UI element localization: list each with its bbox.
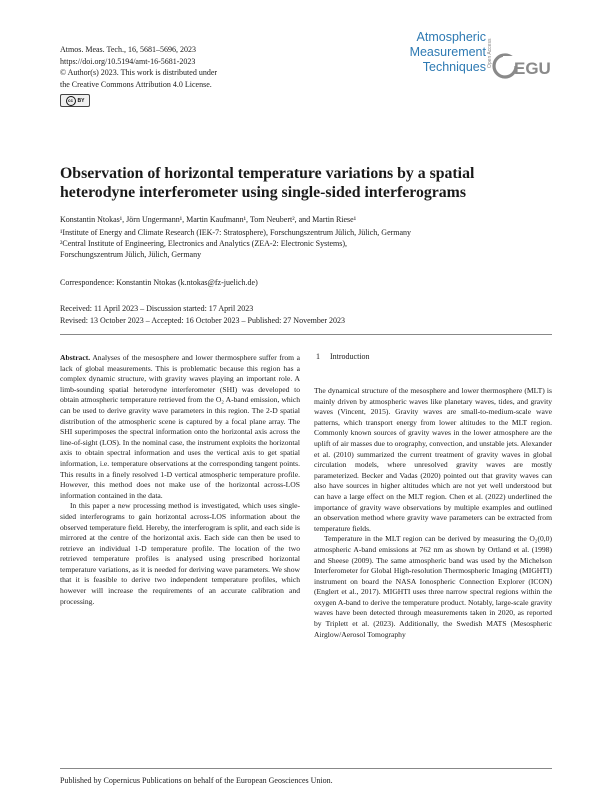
cc-by-license-badge[interactable]: [60, 94, 90, 107]
egu-logo-text: EGU: [514, 59, 551, 78]
abstract-paragraph-2: In this paper a new processing method is investigated, which uses single-sided interferograms to gain horizontal across-LOS information about the observed temperature field. Hereby, the interferogram is split, and each side is mirrored at the centre of the horizontal axis. Each side can then be used to retrieve an individual 1-D temperature profile. The location of the two retrieved temperature profiles is analysed using prescribed horizontal temperature variations, as it is needed for deriving wave parameters. We show that it is feasible to derive two independent temperature profiles, which however will increase the requirements of an accurate calibration and processing.: [60, 501, 300, 606]
journal-reference: Atmos. Meas. Tech., 16, 5681–5696, 2023: [60, 45, 196, 54]
header-divider: [60, 334, 552, 335]
introduction-body: [314, 386, 552, 640]
copyright-notice: © Author(s) 2023. This work is distributed under: [60, 68, 218, 77]
section-title: Introduction: [330, 352, 370, 361]
affiliation-1: ¹Institute of Energy and Climate Research (IEK-7: Stratosphere), Forschungszentrum Jülich, Jülich, Germany: [60, 228, 412, 237]
publisher-footer: Published by Copernicus Publications on behalf of the European Geosciences Union.: [60, 776, 333, 785]
revised-date: Revised: 13 October 2023 – Accepted: 16 October 2023 – Published: 27 November 2023: [60, 315, 346, 325]
author-list: Konstantin Ntokas¹, Jörn Ungermann¹, Martin Kaufmann¹, Tom Neubert², and Martin Riese¹: [60, 215, 357, 224]
abstract-label: Abstract.: [60, 353, 91, 362]
abstract: [60, 353, 300, 607]
section-heading-introduction: [316, 352, 370, 361]
by-icon: BY: [77, 97, 85, 104]
intro-paragraph-2: Temperature in the MLT region can be derived by measuring the O₂(0,0) atmospheric A-band emissions at 762 nm as shown by Ortland et al. (1998) and Sheese (2009). The same atmospheric band was used by the Michelson Interferometer for Global High-resolution Thermospheric Imaging (MIGHTI) instrument on board the NASA Ionospheric Connection Explorer (ICON) (Englert et al., 2017). MIGHTI uses three narrow spectral regions within the oxygen A-band to derive the temperature product. Notably, large-scale gravity waves have been detected through measurements taken in 2020, as reported by Triplett et al. (2023). Additionally, the Swedish MATS (Mesospheric Airglow/Aerosol Tomography: [314, 534, 552, 639]
correspondence: Correspondence: Konstantin Ntokas (k.ntokas@fz-juelich.de): [60, 278, 258, 287]
title-line-2: heterodyne interferometer using single-sided interferograms: [60, 184, 466, 201]
egu-logo: [485, 38, 551, 84]
journal-brand: [390, 30, 486, 75]
affiliations: [60, 227, 560, 260]
open-access-text: Open Access: [487, 38, 493, 68]
brand-line-3: Techniques: [422, 60, 486, 74]
article-metadata: [60, 44, 360, 90]
license-notice: the Creative Commons Attribution 4.0 License.: [60, 79, 212, 89]
affiliation-2a: ²Central Institute of Engineering, Electronics and Analytics (ZEA-2: Electronic Systems),: [60, 239, 347, 248]
intro-paragraph-1: The dynamical structure of the mesosphere and lower thermosphere (MLT) is mainly driven by atmospheric waves like planetary waves, tides, and gravity waves (Vincent, 2015). Gravity waves are small-to-medium-scale wave patterns, which transport energy from lower altitudes to the MLT region. Commonly known sources of gravity waves in the lower atmosphere are the uplift of air masses due to orography, convection, and unstable jets. Alexander et al. (2010) summarized the current treatment of gravity waves in global circulation models, where unresolved gravity waves are mostly parameterized. Becker and Vadas (2020) pointed out that gravity waves can also have sources in higher altitudes which are not yet well understood but can have a large effect on the MLT region. Chen et al. (2022) underlined the importance of gravity wave observations by multiple examples and outlined an observation method where gravity wave parameters can be extracted from temperature fields.: [314, 386, 552, 533]
doi-link[interactable]: https://doi.org/10.5194/amt-16-5681-2023: [60, 56, 196, 66]
publication-dates: [60, 303, 560, 326]
brand-line-2: Measurement: [409, 45, 486, 59]
footer-divider: [60, 768, 552, 769]
title-line-1: Observation of horizontal temperature variations by a spatial: [60, 165, 475, 182]
affiliation-2b: Forschungszentrum Jülich, Jülich, Germany: [60, 250, 202, 259]
paper-title: [60, 164, 560, 202]
abstract-paragraph-1: Abstract. Analyses of the mesosphere and lower thermosphere suffer from a lack of global measurements. This is problematic because this region has a complex dynamic structure, with gravity waves playing an important role. A limb-sounding spatial heterodyne interferometer (SHI) was developed to obtain atmospheric temperature retrieved from the O₂ A-band emission, which can be used to derive gravity wave parameters in this region. The 2-D spatial distribution of the atmospheric scene is captured by a focal plane array. The SHI superimposes the spectral information onto the horizontal axis across the line-of-sight (LOS). In the nominal case, the instrument exploits the horizontal axis to obtain spectral information and uses the vertical axis to get spatial information, i.e. temperature observations at the corresponding tangent points. This results in a finely resolved 1-D vertical atmospheric temperature profile. However, this method does not make use of the horizontal across-LOS information contained in the data.: [60, 353, 300, 500]
section-number: 1: [316, 352, 320, 361]
received-date: Received: 11 April 2023 – Discussion started: 17 April 2023: [60, 304, 254, 313]
cc-icon: cc: [66, 96, 76, 106]
brand-line-1: Atmospheric: [416, 30, 486, 44]
